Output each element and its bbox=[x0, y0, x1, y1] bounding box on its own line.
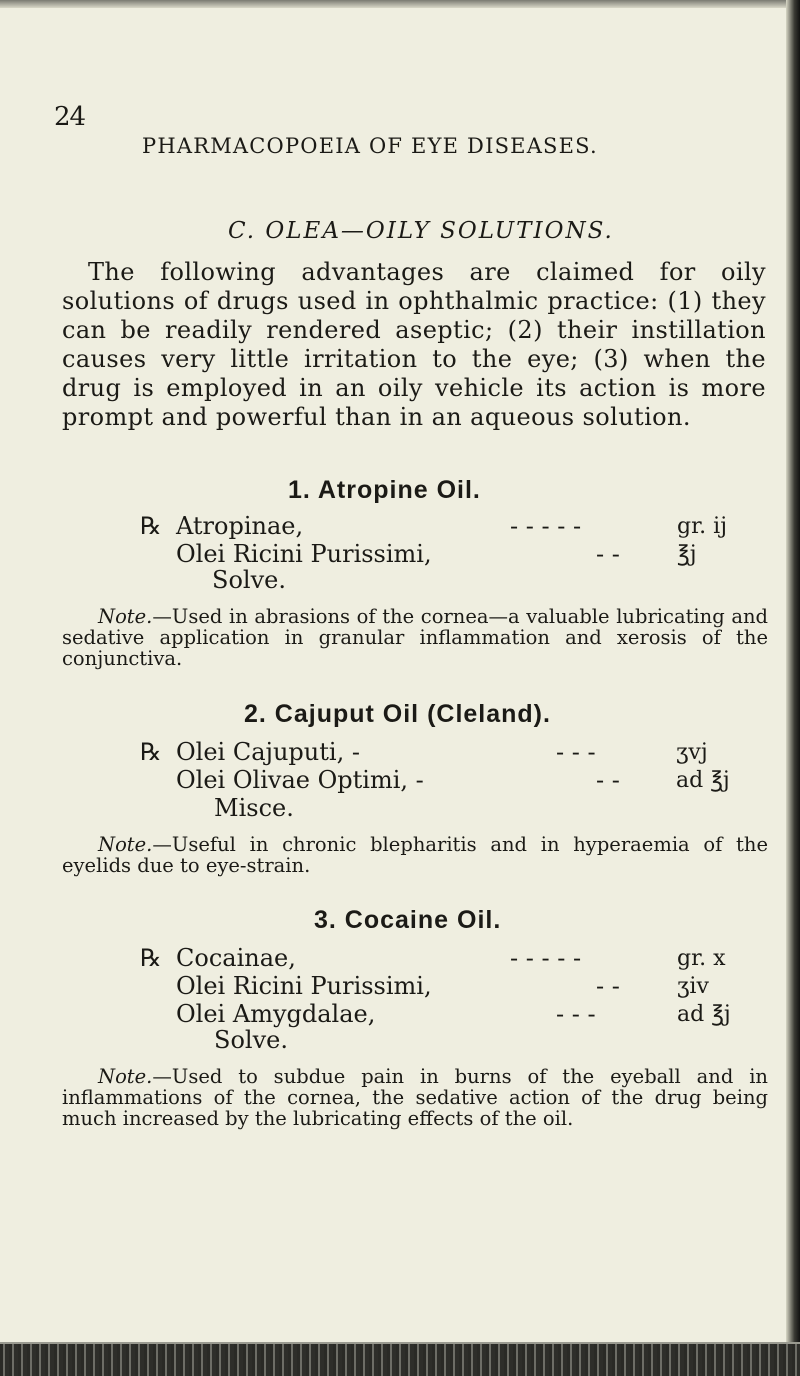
page-edge-bottom bbox=[0, 1342, 800, 1376]
page-header bbox=[52, 102, 712, 162]
section-title: C. OLEA—OILY SOLUTIONS. bbox=[228, 218, 614, 244]
ingredient-dashes: - - bbox=[596, 972, 620, 1000]
ingredient-name: Atropinae, bbox=[176, 512, 304, 540]
ingredient-name: Olei Ricini Purissimi, bbox=[176, 972, 432, 1000]
rx-symbol: ℞ bbox=[140, 512, 162, 540]
recipe-direction: Solve. bbox=[214, 1026, 288, 1054]
ingredient-dashes: - - - bbox=[556, 738, 596, 766]
recipe-note bbox=[62, 834, 768, 876]
page-edge-right bbox=[786, 0, 800, 1376]
note-text: —Useful in chronic blepharitis and in hyperaemia of the eyelids due to eye-strain. bbox=[62, 833, 768, 877]
ingredient-dashes: - - - bbox=[556, 1000, 596, 1028]
recipe-note bbox=[62, 1066, 768, 1129]
recipe-direction: Misce. bbox=[214, 794, 294, 822]
ingredient-quantity: ʒiv bbox=[677, 974, 709, 999]
ingredient-quantity: gr. ij bbox=[677, 514, 728, 539]
recipe-title: 3. Cocaine Oil. bbox=[314, 906, 502, 934]
running-head: PHARMACOPOEIA OF EYE DISEASES. bbox=[142, 134, 598, 158]
note-label: Note. bbox=[98, 605, 153, 628]
recipe-note bbox=[62, 606, 768, 669]
ingredient-dashes: - - - - - bbox=[510, 512, 582, 540]
recipe-title: 2. Cajuput Oil (Cleland). bbox=[244, 700, 551, 728]
ingredient-quantity: ad ℥j bbox=[677, 1002, 731, 1027]
note-label: Note. bbox=[98, 1065, 153, 1088]
page-number: 24 bbox=[54, 102, 86, 132]
ingredient-dashes: - - - - - bbox=[510, 944, 582, 972]
ingredient-quantity: ℥j bbox=[677, 542, 697, 567]
section-intro: The following advantages are claimed for oily solutions of drugs used in ophthalmic practice: (1) they can be readily rendered aseptic; (2) their instillation causes very little irritation to the eye; (3) when the drug is employed in an oily vehicle its action is more prompt and powerful than in an aqueous solution. bbox=[62, 258, 766, 431]
ingredient-name: Cocainae, bbox=[176, 944, 296, 972]
ingredient-quantity: ad ℥j bbox=[676, 768, 730, 793]
ingredient-name: Olei Cajuputi, - bbox=[176, 738, 360, 766]
ingredient-name: Olei Ricini Purissimi, bbox=[176, 540, 432, 568]
ingredient-dashes: - - bbox=[596, 766, 620, 794]
recipe-direction: Solve. bbox=[212, 566, 286, 594]
note-text: —Used to subdue pain in burns of the eyeball and in inflammations of the cornea, the sedative action of the drug being much increased by the lubricating effects of the oil. bbox=[62, 1065, 768, 1130]
ingredient-quantity: ʒvj bbox=[676, 740, 708, 765]
ingredient-dashes: - - bbox=[596, 540, 620, 568]
ingredient-quantity: gr. x bbox=[677, 946, 726, 971]
note-label: Note. bbox=[98, 833, 153, 856]
recipe-title: 1. Atropine Oil. bbox=[288, 476, 481, 504]
ingredient-name: Olei Olivae Optimi, - bbox=[176, 766, 424, 794]
note-text: —Used in abrasions of the cornea—a valuable lubricating and sedative application in granular inflammation and xerosis of the conjunctiva. bbox=[62, 605, 768, 670]
ingredient-name: Olei Amygdalae, bbox=[176, 1000, 376, 1028]
rx-symbol: ℞ bbox=[140, 738, 162, 766]
rx-symbol: ℞ bbox=[140, 944, 162, 972]
page-edge-top bbox=[0, 0, 800, 8]
